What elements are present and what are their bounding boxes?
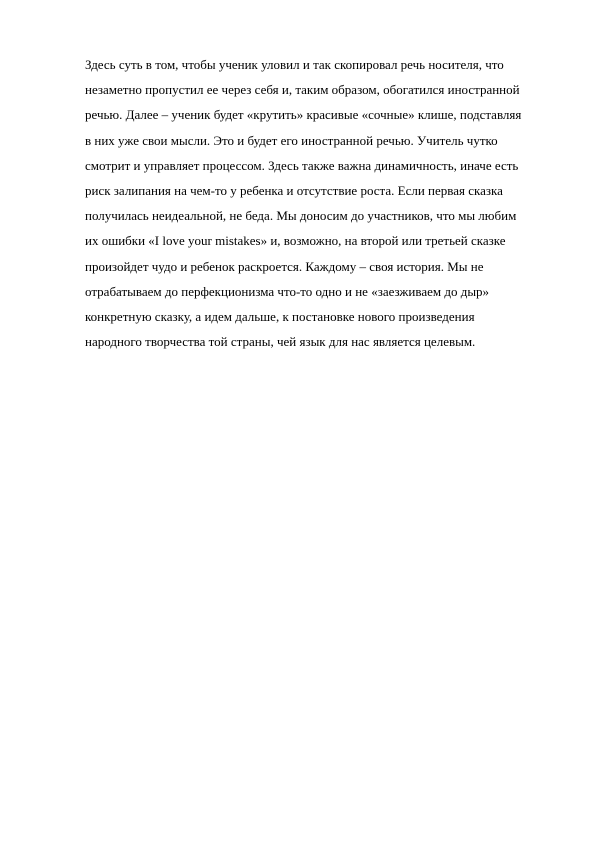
paragraph-line: произойдет чудо и ребенок раскроется. Каждому – своя история. Мы не: [85, 258, 484, 274]
paragraph-line: риск залипания на чем-то у ребенка и отсутствие роста. Если первая сказка: [85, 182, 503, 198]
paragraph-line: речью. Далее – ученик будет «крутить» красивые «сочные» клише, подставляя: [85, 107, 522, 123]
paragraph-line: Здесь суть в том, чтобы ученик уловил и так скопировал речь носителя, что: [85, 57, 504, 72]
paragraph-line: получилась неидеальной, не беда. Мы доносим до участников, что мы любим: [85, 208, 517, 224]
paragraph-line: их ошибки «I love your mistakes» и, возможно, на второй или третьей сказке: [85, 233, 506, 249]
paragraph-line: отрабатываем до перфекционизма что-то одно и не «заезживаем до дыр»: [85, 283, 490, 299]
paragraph-line: незаметно пропустил ее через себя и, таким образом, обогатился иностранной: [85, 82, 520, 98]
body-paragraph: [85, 52, 525, 354]
paragraph-line: в них уже свои мысли. Это и будет его иностранной речью. Учитель чутко: [85, 132, 498, 148]
paragraph-line: смотрит и управляет процессом. Здесь также важна динамичность, иначе есть: [85, 157, 519, 173]
paragraph-line: конкретную сказку, а идем дальше, к постановке нового произведения: [85, 308, 475, 324]
paragraph-line: народного творчества той страны, чей язык для нас является целевым.: [85, 334, 476, 350]
